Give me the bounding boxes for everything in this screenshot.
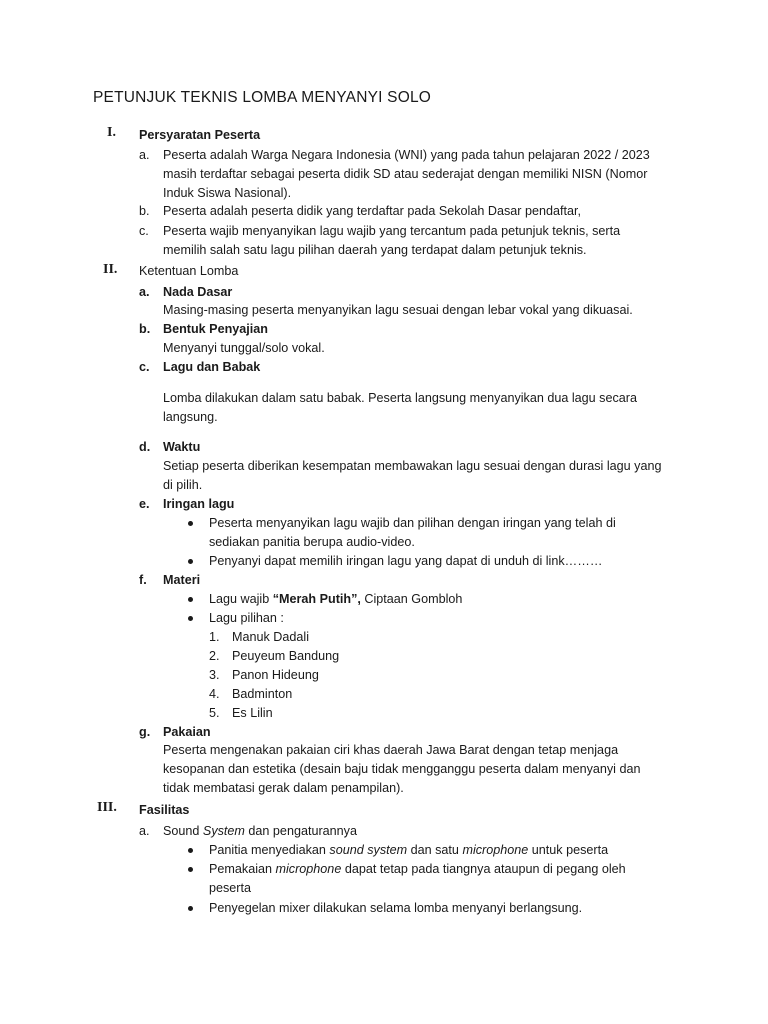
paragraph-line: kesopanan dan estetika (desain baju tidak mengganggu peserta dalam menyanyi dan [163, 762, 641, 776]
paragraph-line: masih terdaftar sebagai peserta didik SD atau sederajat dengan memiliki NISN (Nomor [163, 167, 648, 181]
text-run: dan satu [407, 843, 463, 857]
subsection-heading: Materi [163, 573, 201, 587]
list-marker: d. [139, 440, 151, 454]
text-run: Pemakaian [209, 862, 276, 876]
song-title: “Merah Putih”, [272, 592, 361, 606]
section-heading: Persyaratan Peserta [139, 128, 261, 142]
paragraph-line: Peserta adalah peserta didik yang terdaftar pada Sekolah Dasar pendaftar, [163, 204, 581, 218]
bullet-line: Peserta menyanyikan lagu wajib dan pilihan dengan iringan yang telah di [209, 516, 616, 530]
paragraph-line: Setiap peserta diberikan kesempatan membawakan lagu sesuai dengan durasi lagu yang [163, 459, 662, 473]
bullet-icon [188, 848, 193, 853]
song-name: Panon Hideung [232, 668, 319, 682]
subsection-heading: Nada Dasar [163, 285, 233, 299]
text-run: Panitia menyediakan [209, 843, 330, 857]
list-marker: a. [139, 824, 150, 838]
list-marker: b. [139, 204, 150, 218]
list-marker: f. [139, 573, 147, 587]
song-number: 3. [209, 668, 220, 682]
bullet-line [209, 860, 626, 879]
bullet-line [209, 590, 462, 609]
paragraph-line: Peserta wajib menyanyikan lagu wajib yang tercantum pada petunjuk teknis, serta [163, 224, 621, 238]
bullet-icon [188, 597, 193, 602]
list-marker: b. [139, 322, 151, 336]
bullet-icon [188, 867, 193, 872]
song-number: 5. [209, 706, 220, 720]
text-run: untuk peserta [528, 843, 609, 857]
section-numeral: III. [97, 800, 117, 815]
subsection-heading: Lagu dan Babak [163, 360, 261, 374]
song-name: Es Lilin [232, 706, 273, 720]
section-numeral: I. [107, 125, 116, 140]
subsection-heading: Iringan lagu [163, 497, 235, 511]
paragraph-line: Peserta mengenakan pakaian ciri khas daerah Jawa Barat dengan tetap menjaga [163, 743, 619, 757]
text-run: dan pengaturannya [244, 824, 357, 838]
song-name: Badminton [232, 687, 293, 701]
list-marker: c. [139, 224, 149, 238]
list-marker: e. [139, 497, 150, 511]
paragraph-line: langsung. [163, 410, 218, 424]
text-run: Lagu wajib [209, 592, 273, 606]
subsection-heading: Waktu [163, 440, 201, 454]
bullet-icon [188, 906, 193, 911]
section-heading: Ketentuan Lomba [139, 264, 239, 278]
text-run: System [202, 824, 245, 838]
section-heading: Fasilitas [139, 803, 190, 817]
song-number: 2. [209, 649, 220, 663]
paragraph-line: Lomba dilakukan dalam satu babak. Peserta langsung menyanyikan dua lagu secara [163, 391, 637, 405]
paragraph-line: Menyanyi tunggal/solo vokal. [163, 341, 325, 355]
bullet-icon [188, 521, 193, 526]
text-run: Ciptaan Gombloh [360, 592, 463, 606]
text-run: microphone [462, 843, 529, 857]
song-name: Peuyeum Bandung [232, 649, 340, 663]
text-run: dapat tetap pada tiangnya ataupun di pegang oleh [341, 862, 626, 876]
song-number: 4. [209, 687, 220, 701]
list-marker: c. [139, 360, 150, 374]
paragraph-line: Peserta adalah Warga Negara Indonesia (WNI) yang pada tahun pelajaran 2022 / 2023 [163, 148, 650, 162]
subsection-heading: Bentuk Penyajian [163, 322, 268, 336]
bullet-line [209, 841, 608, 860]
bullet-line: sediakan panitia berupa audio-video. [209, 535, 415, 549]
section-numeral: II. [103, 262, 118, 277]
bullet-icon [188, 559, 193, 564]
document-title: PETUNJUK TEKNIS LOMBA MENYANYI SOLO [93, 89, 432, 106]
subsection-heading: Pakaian [163, 725, 211, 739]
bullet-line: Penyegelan mixer dilakukan selama lomba menyanyi berlangsung. [209, 901, 583, 915]
song-name: Manuk Dadali [232, 630, 310, 644]
paragraph-line: Induk Siswa Nasional). [163, 186, 292, 200]
text-run: microphone [275, 862, 342, 876]
paragraph-line: tidak membatasi gerak dalam penampilan). [163, 781, 404, 795]
list-marker: a. [139, 285, 150, 299]
bullet-icon [188, 616, 193, 621]
list-marker: a. [139, 148, 150, 162]
text-run: Sound [163, 824, 203, 838]
bullet-line: peserta [209, 881, 252, 895]
text-run: sound system [329, 843, 408, 857]
paragraph-line [163, 822, 357, 841]
paragraph-line: di pilih. [163, 478, 203, 492]
bullet-line: Lagu pilihan : [209, 611, 284, 625]
bullet-line: Penyanyi dapat memilih iringan lagu yang dapat di unduh di link……… [209, 554, 603, 568]
paragraph-line: Masing-masing peserta menyanyikan lagu sesuai dengan lebar vokal yang dikuasai. [163, 303, 633, 317]
song-number: 1. [209, 630, 220, 644]
paragraph-line: memilih salah satu lagu pilihan daerah yang terdapat dalam petunjuk teknis. [163, 243, 587, 257]
list-marker: g. [139, 725, 151, 739]
